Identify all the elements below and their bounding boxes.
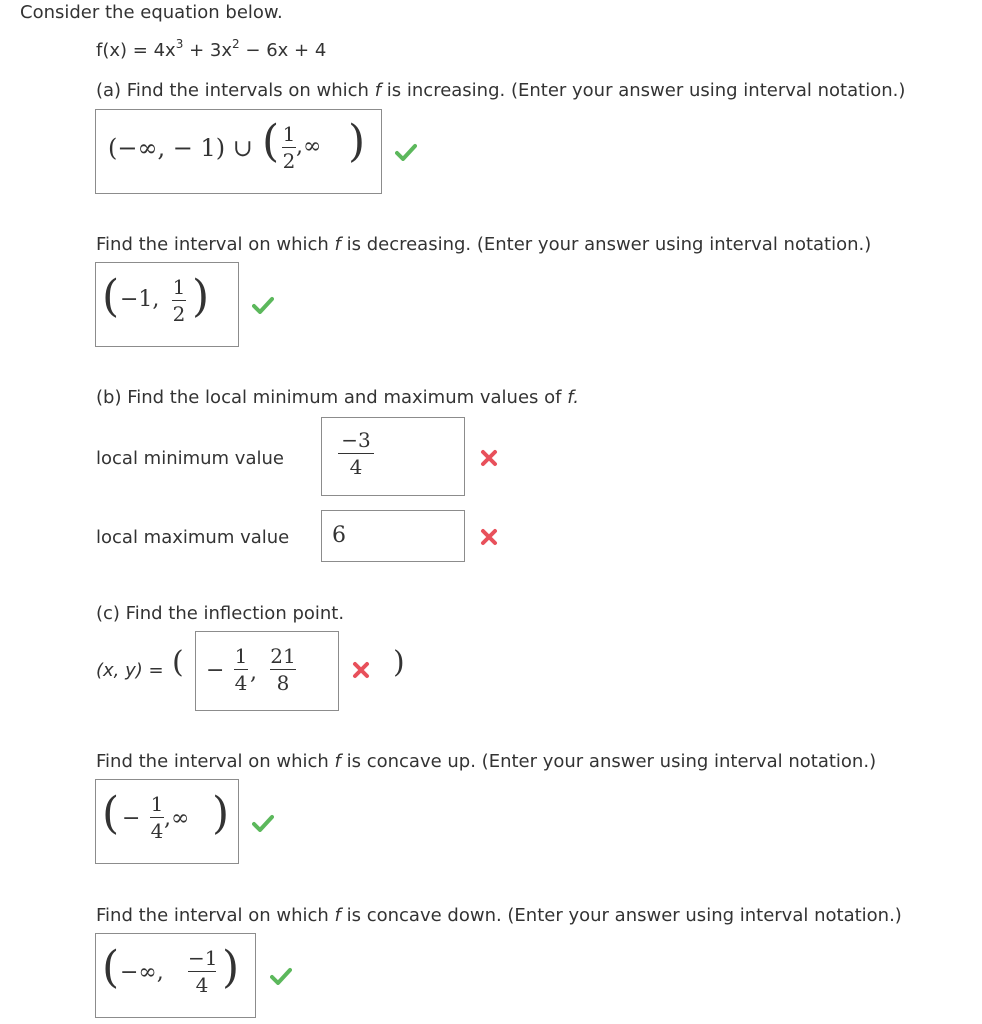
correct-check-icon: [395, 143, 417, 161]
concave-down-close-paren: ): [222, 942, 240, 993]
concave-down-numerator: −1: [188, 946, 218, 970]
concave-up-denominator: 4: [150, 819, 164, 843]
fraction-bar: [188, 971, 216, 972]
local-min-label: local minimum value: [96, 448, 284, 469]
inflection-x-denominator: 4: [234, 671, 248, 695]
inflection-y-denominator: 8: [276, 671, 290, 695]
function-symbol: f: [374, 80, 382, 101]
incorrect-cross-icon: [352, 661, 370, 679]
inflection-x-fraction: [234, 646, 248, 693]
concave-up-fraction: [150, 794, 164, 841]
inflection-y-numerator: 21: [270, 644, 296, 668]
concave-down-fraction: [188, 948, 216, 995]
increasing-answer-close-paren: ): [348, 116, 366, 167]
concave-up-prompt: [96, 751, 876, 772]
equation-plus: +: [189, 40, 205, 61]
fraction-bar: [172, 300, 186, 301]
fraction-bar: [234, 669, 248, 670]
inflection-point-label: [96, 660, 164, 681]
increasing-answer-right: ,∞: [296, 134, 322, 159]
decreasing-answer-left: −1,: [120, 287, 160, 312]
correct-check-icon: [270, 967, 292, 985]
concave-up-right: ,∞: [164, 806, 190, 831]
equation: [96, 37, 327, 61]
concave-up-answer-box[interactable]: [95, 779, 239, 864]
increasing-answer-box[interactable]: [95, 109, 382, 194]
part-b-prompt: [96, 387, 579, 408]
decreasing-answer-numerator: 1: [172, 275, 186, 299]
local-max-answer-box[interactable]: [321, 510, 465, 562]
concave-up-close-paren: ): [212, 788, 230, 839]
fraction-bar: [338, 453, 374, 454]
inflection-answer-box[interactable]: [195, 631, 339, 711]
inflection-close-paren: ): [393, 645, 405, 680]
equation-rest: − 6x + 4: [245, 40, 327, 61]
increasing-answer-left: (−∞, − 1) ∪: [108, 134, 253, 162]
inflection-comma: ,: [250, 660, 257, 685]
concave-down-answer-box[interactable]: [95, 933, 256, 1018]
increasing-answer-fraction: [282, 124, 296, 171]
decreasing-prompt-end: is decreasing. (Enter your answer using interval notation.): [346, 234, 872, 255]
correct-check-icon: [252, 814, 274, 832]
xy-equals: =: [148, 660, 164, 681]
local-min-fraction: [338, 430, 374, 477]
fraction-bar: [282, 147, 296, 148]
concave-up-open-paren: (: [102, 788, 120, 839]
equation-term2: 3x: [209, 40, 233, 61]
incorrect-cross-icon: [480, 449, 498, 467]
part-a-prompt-end: is increasing. (Enter your answer using interval notation.): [386, 80, 906, 101]
correct-check-icon: [252, 296, 274, 314]
inflection-minus: −: [206, 658, 225, 683]
increasing-answer-numerator: 1: [282, 122, 296, 146]
decreasing-answer-box[interactable]: [95, 262, 239, 347]
inflection-open-paren: (: [172, 645, 184, 680]
decreasing-answer-fraction: [172, 277, 186, 324]
decreasing-answer-denominator: 2: [172, 302, 186, 326]
concave-down-denominator: 4: [195, 973, 209, 997]
xy-label: (x, y): [96, 660, 143, 681]
local-min-denominator: 4: [349, 455, 363, 479]
increasing-answer-denominator: 2: [282, 149, 296, 173]
local-max-label: local maximum value: [96, 527, 290, 548]
part-b-prompt-text: (b) Find the local minimum and maximum values of: [96, 387, 562, 408]
equation-equals: =: [132, 40, 148, 61]
incorrect-cross-icon: [480, 528, 498, 546]
inflection-x-numerator: 1: [234, 644, 248, 668]
decreasing-prompt-text: Find the interval on which: [96, 234, 329, 255]
part-c-prompt: (c) Find the inflection point.: [96, 603, 345, 624]
part-a-prompt: [96, 80, 905, 101]
inflection-y-fraction: [270, 646, 296, 693]
concave-down-left: −∞,: [120, 960, 164, 985]
concave-down-prompt: [96, 905, 902, 926]
concave-down-prompt-text: Find the interval on which: [96, 905, 329, 926]
decreasing-prompt: [96, 234, 871, 255]
fraction-bar: [270, 669, 296, 670]
fraction-bar: [150, 817, 164, 818]
local-min-numerator: −3: [341, 428, 371, 452]
concave-up-prompt-end: is concave up. (Enter your answer using interval notation.): [346, 751, 877, 772]
function-symbol: f.: [567, 387, 579, 408]
decreasing-answer-open-paren: (: [102, 271, 120, 322]
concave-down-prompt-end: is concave down. (Enter your answer using interval notation.): [346, 905, 902, 926]
concave-up-numerator: 1: [150, 792, 164, 816]
part-a-prompt-text: (a) Find the intervals on which: [96, 80, 369, 101]
concave-up-minus: −: [122, 806, 141, 831]
equation-term1: 4x: [153, 40, 176, 61]
equation-term1-exponent: 3: [175, 37, 184, 51]
concave-up-prompt-text: Find the interval on which: [96, 751, 329, 772]
intro-text: Consider the equation below.: [20, 2, 283, 23]
function-symbol: f: [334, 234, 341, 255]
decreasing-answer-close-paren: ): [192, 271, 210, 322]
increasing-answer-open-paren: (: [262, 116, 280, 167]
local-max-value: 6: [332, 523, 346, 548]
function-symbol: f: [334, 905, 341, 926]
equation-lhs: f(x): [96, 40, 128, 61]
concave-down-open-paren: (: [102, 942, 120, 993]
equation-term2-exponent: 2: [232, 37, 240, 51]
local-min-answer-box[interactable]: [321, 417, 465, 496]
function-symbol: f: [334, 751, 341, 772]
